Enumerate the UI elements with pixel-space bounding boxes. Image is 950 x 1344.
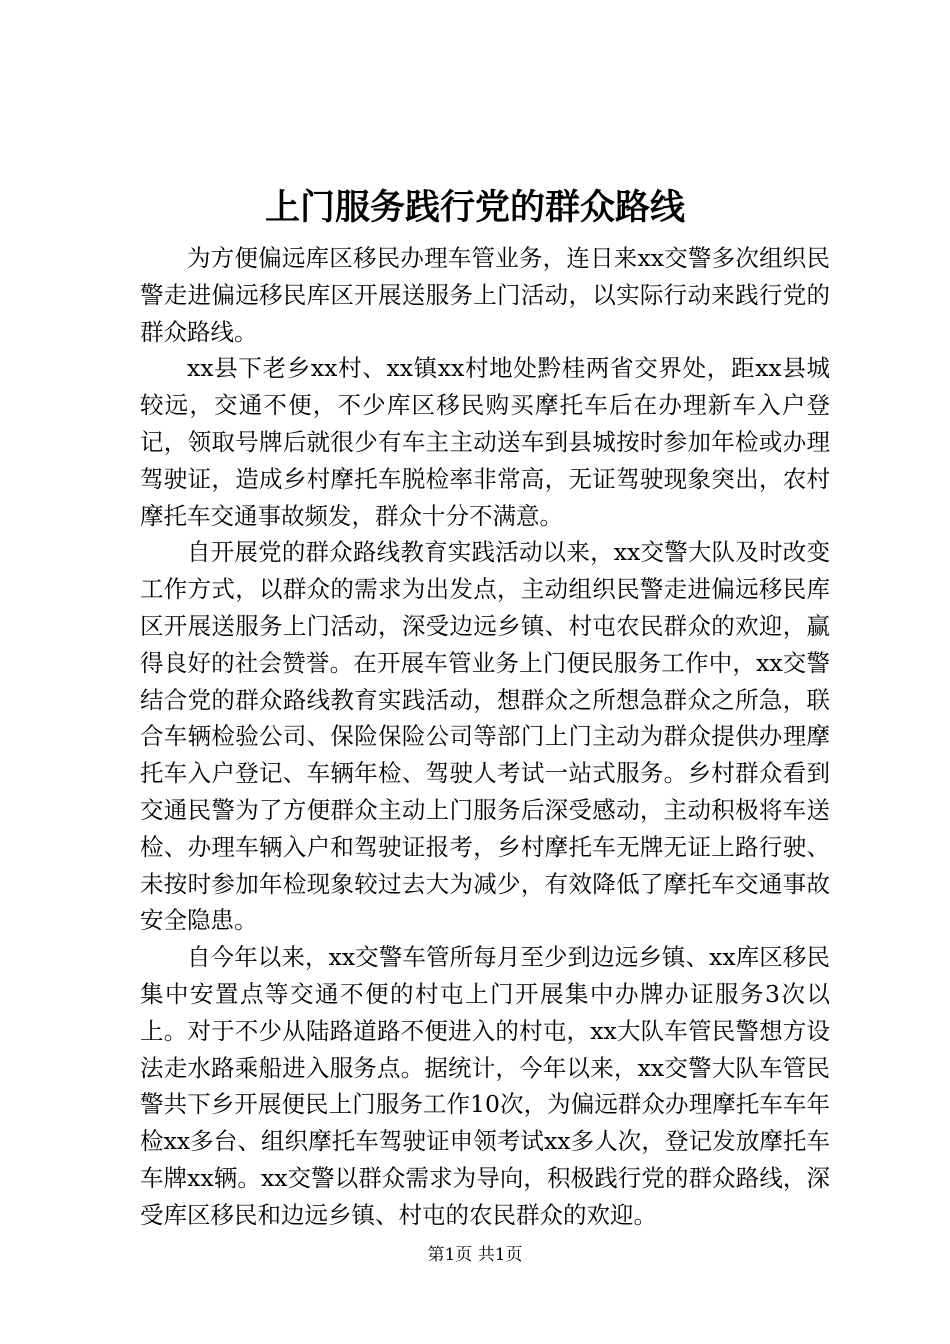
document-body bbox=[140, 240, 830, 1234]
paragraph: xx县下老乡xx村、xx镇xx村地处黔桂两省交界处，距xx县城较远，交通不便，不少库区移民购买摩托车后在办理新车入户登记，领取号牌后就很少有车主主动送车到县城按时参加年检或办理驾驶证，造成乡村摩托车脱检率非常高，无证驾驶现象突出，农村摩托车交通事故频发，群众十分不满意。 bbox=[140, 354, 830, 530]
document-title: 上门服务践行党的群众路线 bbox=[264, 187, 685, 228]
paragraph: 自开展党的群众路线教育实践活动以来，xx交警大队及时改变工作方式，以群众的需求为出发点，主动组织民警走进偏远移民库区开展送服务上门活动，深受边远乡镇、村屯农民群众的欢迎，赢得良好的社会赞誉。在开展车管业务上门便民服务工作中，xx交警结合党的群众路线教育实践活动，想群众之所想急群众之所急，联合车辆检验公司、保险保险公司等部门上门主动为群众提供办理摩托车入户登记、车辆年检、驾驶人考试一站式服务。乡村群众看到交通民警为了方便群众主动上门服务后深受感动，主动积极将车送检、办理车辆入户和驾驶证报考，乡村摩托车无牌无证上路行驶、未按时参加年检现象较过去大为减少，有效降低了摩托车交通事故安全隐患。 bbox=[140, 538, 830, 935]
page-footer: 第1页 共1页 bbox=[427, 1245, 523, 1265]
paragraph: 自今年以来，xx交警车管所每月至少到边远乡镇、xx库区移民集中安置点等交通不便的村屯上门开展集中办牌办证服务3次以上。对于不少从陆路道路不便进入的村屯，xx大队车管民警想方设法走水路乘船进入服务点。据统计，今年以来，xx交警大队车管民警共下乡开展便民上门服务工作10次，为偏远群众办理摩托车车年检xx多台、组织摩托车驾驶证申领考试xx多人次，登记发放摩托车车牌xx辆。xx交警以群众需求为导向，积极践行党的群众路线，深受库区移民和边远乡镇、村屯的农民群众的欢迎。 bbox=[140, 943, 830, 1229]
paragraph: 为方便偏远库区移民办理车管业务，连日来xx交警多次组织民警走进偏远移民库区开展送服务上门活动，以实际行动来践行党的群众路线。 bbox=[140, 244, 830, 346]
